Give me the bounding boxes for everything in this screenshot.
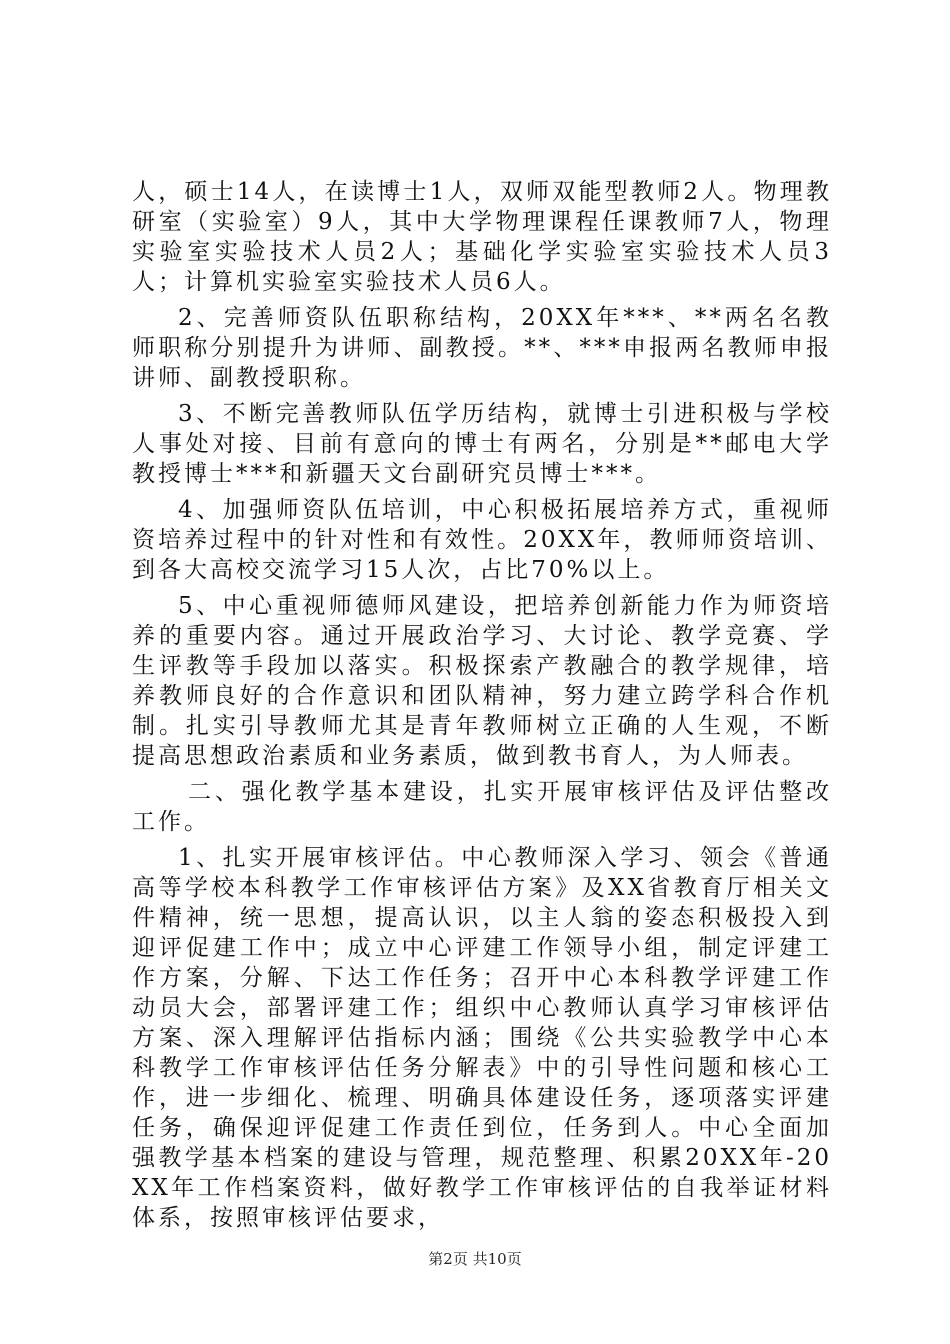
paragraph-education-structure: 3、不断完善教师队伍学历结构，就博士引进积极与学校人事处对接、目前有意向的博士有两名，分别是**邮电大学教授博士***和新疆天文台副研究员博士***。 xyxy=(132,401,832,487)
paragraph-ethics-building: 5、中心重视师德师风建设，把培养创新能力作为师资培养的重要内容。通过开展政治学习、大讨论、教学竞赛、学生评教等手段加以落实。积极探索产教融合的教学规律，培养教师良好的合作意识和团队精神，努力建立跨学科合作机制。扎实引导教师尤其是青年教师树立正确的人生观，不断提高思想政治素质和业务素质，做到教书育人，为人师表。 xyxy=(132,593,832,769)
paragraph-staffing-summary: 人，硕士14人，在读博士1人，双师双能型教师2人。物理教研室（实验室）9人，其中大学物理课程任课教师7人，物理实验室实验技术人员2人；基础化学实验室实验技术人员3人；计算机实验室实验技术人员6人。 xyxy=(132,179,832,295)
paragraph-title-structure: 2、完善师资队伍职称结构，20XX年***、**两名名教师职称分别提升为讲师、副教授。**、***申报两名教师申报讲师、副教授职称。 xyxy=(132,305,832,391)
section-heading-teaching-construction: 二、强化教学基本建设，扎实开展审核评估及评估整改工作。 xyxy=(132,779,832,835)
document-body xyxy=(132,177,832,1239)
paragraph-audit-evaluation: 1、扎实开展审核评估。中心教师深入学习、领会《普通高等学校本科教学工作审核评估方案》及XX省教育厅相关文件精神，统一思想，提高认识，以主人翁的姿态积极投入到迎评促建工作中；成立中心评建工作领导小组，制定评建工作方案，分解、下达工作任务；召开中心本科教学评建工作动员大会，部署评建工作；组织中心教师认真学习审核评估方案、深入理解评估指标内涵；围绕《公共实验教学中心本科教学工作审核评估任务分解表》中的引导性问题和核心工作，进一步细化、梳理、明确具体建设任务，逐项落实评建任务，确保迎评促建工作责任到位，任务到人。中心全面加强教学基本档案的建设与管理，规范整理、积累20XX年-20XX年工作档案资料，做好教学工作审核评估的自我举证材料体系，按照审核评估要求， xyxy=(132,845,832,1231)
paragraph-teacher-training: 4、加强师资队伍培训，中心积极拓展培养方式，重视师资培养过程中的针对性和有效性。20XX年，教师师资培训、到各大高校交流学习15人次，占比70%以上。 xyxy=(132,497,832,583)
page-footer: 第2页 共10页 xyxy=(428,1250,522,1268)
